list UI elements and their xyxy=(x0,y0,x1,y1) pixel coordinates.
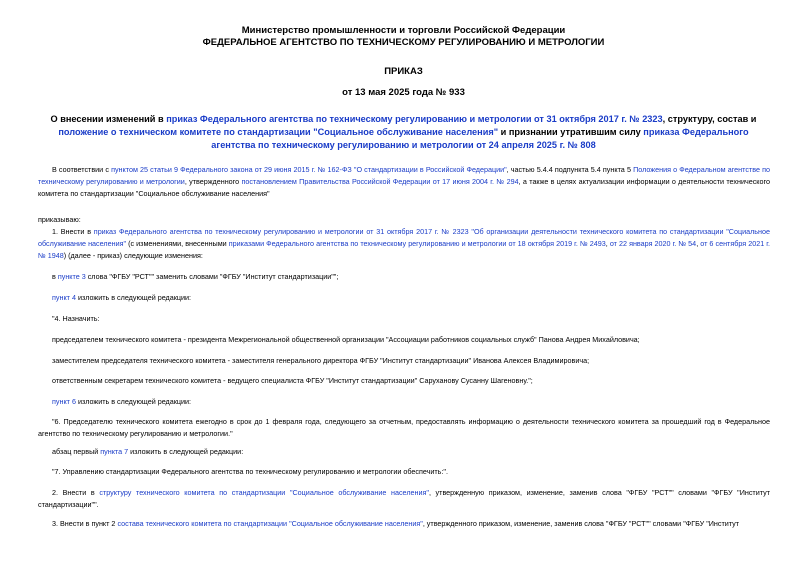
document-title xyxy=(40,113,767,152)
item1-text-2: (с изменениями, внесенными xyxy=(126,238,229,248)
item-1 xyxy=(38,226,770,261)
item1-text-3: , xyxy=(605,238,610,248)
preamble-text-3: , утвержденного xyxy=(184,176,242,186)
preamble-link-regulation[interactable]: Положения о Федеральном агентстве по техническому регулированию и метрологии xyxy=(38,165,771,186)
title-link-order-2323[interactable]: приказ Федерального агентства по техническому регулированию и метрологии от 31 октября 2017 г. № 2323 xyxy=(166,114,663,124)
preamble-text-4: , а также в целях актуализации информации о деятельности технического комитета по стандартизации "Социальное обслуживание населения" xyxy=(38,176,770,198)
title-text-3: и признании утратившим силу xyxy=(498,127,644,137)
point3-link[interactable]: пункте 3 xyxy=(57,272,86,281)
item-2 xyxy=(38,487,770,511)
item1-text-4: , xyxy=(696,238,701,248)
item3-link-composition[interactable]: состава технического комитета по стандартизации "Социальное обслуживание населения" xyxy=(117,519,423,528)
item2-text-1: 2. Внести в xyxy=(52,488,100,497)
ministry-name: Министерство промышленности и торговли Российской Федерации xyxy=(241,25,566,36)
point-3-change xyxy=(38,271,770,283)
doc-date-number: от 13 мая 2025 года № 933 xyxy=(342,87,465,98)
deputy-appointment: заместителем председателя технического комитета - заместителя генерального директора ФГБУ "Институт стандартизации" Иванова Алексея Владимировича; xyxy=(52,356,590,365)
preamble-link-law[interactable]: пунктом 25 статьи 9 Федерального закона от 29 июня 2015 г. № 162-ФЗ "О стандартизации в Российской Федерации" xyxy=(111,165,507,174)
title-text-1: О внесении изменений в xyxy=(50,114,167,124)
chair-appointment: председателем технического комитета - президента Межрегиональной общественной организации "Ассоциации работников социальных служб" Панова Андрея Михайловича; xyxy=(52,335,640,344)
point7-text-2: изложить в следующей редакции: xyxy=(128,447,244,456)
point4-text: изложить в следующей редакции: xyxy=(75,293,192,302)
point7-link[interactable]: пункта 7 xyxy=(100,447,129,456)
item1-text-5: ) (далее - приказ) следующие изменения: xyxy=(63,250,203,260)
point-7-text: "7. Управлению стандартизации Федерального агентства по техническому регулированию и метрологии обеспечить:". xyxy=(52,467,448,476)
item1-link-amend-1948[interactable]: от 6 сентября 2021 г. № 1948 xyxy=(38,238,770,260)
item1-link-amend-54[interactable]: от 22 января 2020 г. № 54 xyxy=(609,238,697,248)
preamble-text-2: , частью 5.4.4 подпункта 5.4 пункта 5 xyxy=(506,165,634,174)
point3-text-2: слова "ФГБУ "РСТ"" заменить словами "ФГБУ "Институт стандартизации""; xyxy=(85,272,339,281)
title-link-order-808[interactable]: приказа Федерального агентства по техническому регулированию и метрологии от 24 апреля 2025 г. № 808 xyxy=(211,127,749,150)
item-3 xyxy=(38,518,770,530)
title-link-committee-regulation[interactable]: положение о техническом комитете по стандартизации "Социальное обслуживание населения" xyxy=(58,127,499,137)
item1-text-1: 1. Внести в xyxy=(52,227,94,236)
preamble-text-1: В соответствии с xyxy=(52,165,112,174)
point-4-heading: "4. Назначить: xyxy=(52,314,100,323)
point-6-change xyxy=(38,396,770,408)
title-text-2: , структуру, состав и xyxy=(662,114,757,124)
point7-text-1: абзац первый xyxy=(52,447,101,456)
point6-link[interactable]: пункт 6 xyxy=(52,397,76,406)
item3-text-1: 3. Внести в пункт 2 xyxy=(52,519,118,528)
preamble xyxy=(38,164,770,199)
order-word: приказываю: xyxy=(38,215,81,224)
item1-link-order[interactable]: приказ Федерального агентства по техническому регулированию и метрологии от 31 октября 2017 г. № 2323 "Об организации деятельности технического комитета по стандартизации "Социальное обслуживание населения" xyxy=(38,227,770,248)
point6-text: изложить в следующей редакции: xyxy=(75,397,192,406)
agency-name: ФЕДЕРАЛЬНОЕ АГЕНТСТВО ПО ТЕХНИЧЕСКОМУ РЕГУЛИРОВАНИЮ И МЕТРОЛОГИИ xyxy=(202,37,605,48)
point-7-change xyxy=(38,446,770,458)
doc-type: ПРИКАЗ xyxy=(384,66,423,77)
preamble-link-decree[interactable]: постановлением Правительства Российской Федерации от 17 июня 2004 г. № 294 xyxy=(241,176,519,186)
point4-link[interactable]: пункт 4 xyxy=(52,293,76,302)
point3-text-1: в xyxy=(52,272,58,281)
item1-link-amend-2493[interactable]: приказами Федерального агентства по техническому регулированию и метрологии от 18 октября 2019 г. № 2493 xyxy=(228,238,606,248)
item3-text-2: , утвержденного приказом, изменение, заменив слова "ФГБУ "РСТ"" словами "ФГБУ "Институт xyxy=(422,519,740,528)
point-6-text: "6. Председателю технического комитета ежегодно в срок до 1 февраля года, следующего за отчетным, предоставлять информацию о деятельности технического комитета за прошедший год в Федеральное агентство по техническому регулированию и метрологии." xyxy=(38,417,770,438)
item2-link-structure[interactable]: структуру технического комитета по стандартизации "Социальное обслуживание населения" xyxy=(99,488,429,497)
secretary-appointment: ответственным секретарем технического комитета - ведущего специалиста ФГБУ "Институт стандартизации" Саруханову Сусанну Шагеновну."; xyxy=(52,376,533,385)
point-4-change xyxy=(38,292,770,304)
item2-text-2: , утвержденную приказом, изменение, заменив слова "ФГБУ "РСТ"" словами "ФГБУ "Институт стандартизации"". xyxy=(38,488,770,509)
